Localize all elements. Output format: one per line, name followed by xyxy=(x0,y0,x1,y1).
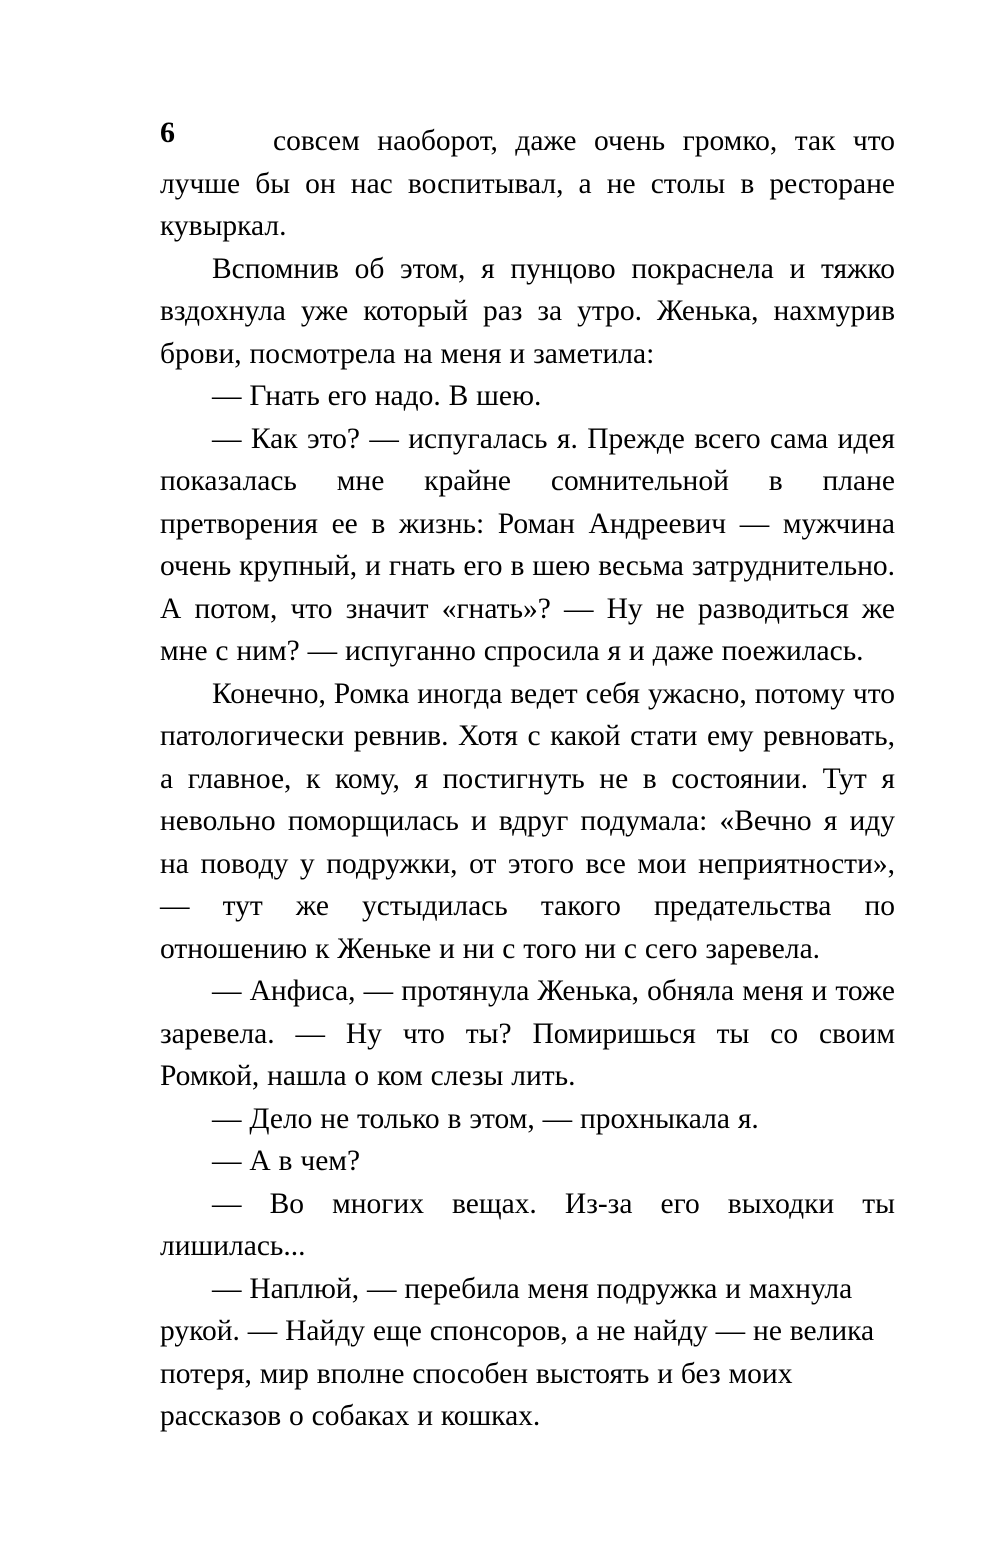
page-text xyxy=(160,116,895,1438)
paragraph: — Наплюй, — перебила меня подружка и махнула рукой. — Найду еще спонсоров, а не найду — не велика потеря, мир вполне способен выстоять и без моих рассказов о собаках и кошках. xyxy=(160,1272,875,1432)
paragraph: — Дело не только в этом, — прохныкала я. xyxy=(212,1102,759,1135)
paragraph: — А в чем? xyxy=(212,1145,361,1177)
paragraph: Вспомнив об этом, я пунцово покраснела и тяжко вздохнула уже который раз за утро. Женька, нахмурив брови, посмотрела на меня и заметила: xyxy=(160,252,895,370)
paragraph: — Как это? — испугалась я. Прежде всего сама идея показалась мне крайне сомнительной в плане претворения ее в жизнь: Роман Андреевич — мужчина очень крупный, и гнать его в шею весьма затруднительно. А потом, что значит «гнать»? — Ну не разводиться же мне с ним? — испуганно спросила я и даже поежилась. xyxy=(160,422,895,667)
paragraph: — Во многих вещах. Из-за его выходки ты лишилась... xyxy=(160,1187,895,1262)
paragraph: — Гнать его надо. В шею. xyxy=(212,380,542,412)
paragraph: Конечно, Ромка иногда ведет себя ужасно, потому что патологически ревнив. Хотя с какой стати ему ревновать, а главное, к кому, я постигнуть не в состоянии. Тут я невольно поморщилась и вдруг подумала: «Вечно я иду на поводу у подружки, от этого все мои неприятности», — тут же устыдилась такого предательства по отношению к Женьке и ни с того ни с сего заревела. xyxy=(160,677,895,965)
page-number: 6 xyxy=(160,116,176,149)
paragraph: — Анфиса, — протянула Женька, обняла меня и тоже заревела. — Ну что ты? Помиришься ты со своим Ромкой, нашла о ком слезы лить. xyxy=(160,975,895,1092)
paragraph: совсем наоборот, даже очень громко, так что лучше бы он нас воспитывал, а не столы в ресторане кувыркал. xyxy=(160,125,895,242)
